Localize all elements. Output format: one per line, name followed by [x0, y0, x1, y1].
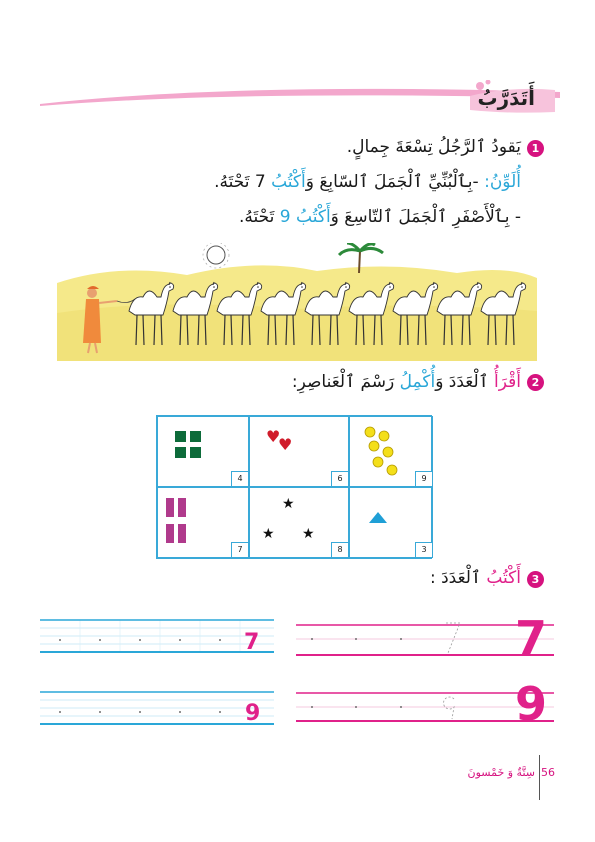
- svg-text:★: ★: [302, 526, 315, 542]
- cell-number: 9: [415, 471, 432, 486]
- exercise-3-verb: أَكْتُبُ: [486, 568, 521, 588]
- cell-number: 7: [231, 542, 248, 557]
- svg-text:♥: ♥: [266, 427, 281, 446]
- exercise-1-number: 1: [527, 140, 544, 157]
- line-1-action: أَكْتُبُ: [271, 172, 306, 192]
- line-2-text: - بِٱلْأَصْفَرِ ٱلْجَمَلَ ٱلتّاسِعَ وَ: [330, 207, 521, 227]
- line-1-text: -بِٱلْبُنِّيِّ ٱلْجَمَلَ ٱلسّابِعَ وَ: [305, 172, 479, 192]
- footer-divider: [539, 755, 540, 800]
- exercise-1-sentence: يَقودُ ٱلرَّجُلُ تِسْعَةَ جِمالٍ.: [346, 137, 521, 157]
- line-2-number: 9: [279, 207, 291, 227]
- exercise-2-verb-2: أُكْمِلُ: [399, 372, 436, 392]
- exercise-2-verb-1: أَقْرَأُ: [494, 372, 521, 392]
- line-2-end: تَحْتَهُ.: [239, 207, 280, 227]
- practice-grid-9[interactable]: [40, 684, 274, 728]
- counting-grid: [156, 415, 432, 559]
- svg-text:★: ★: [262, 526, 275, 542]
- exercise-2-instruction: [292, 371, 521, 392]
- exercise-3-number: 3: [527, 571, 544, 588]
- model-number-7: 7: [515, 611, 548, 665]
- grid-cell-green-squares[interactable]: [157, 416, 249, 487]
- page-number: 56: [541, 766, 555, 779]
- grid-cell-purple-rectangles[interactable]: [157, 487, 249, 558]
- exercise-3-rest: ٱلْعَدَدَ :: [429, 568, 487, 588]
- cell-number: 4: [231, 471, 248, 486]
- exercise-1-line-2: [239, 206, 521, 227]
- exercise-3-instruction: [430, 567, 521, 588]
- svg-text:★: ★: [282, 496, 295, 512]
- practice-number-9: 9: [245, 701, 261, 726]
- line-1-end: تَحْتَهُ.: [214, 172, 255, 192]
- lesson-title: أَتَدَرَّبُ: [477, 86, 535, 110]
- cell-number: 6: [331, 471, 348, 486]
- exercise-2-rest: رَسْمَ ٱلْعَناصِرِ:: [291, 372, 400, 392]
- sun-icon: [203, 243, 229, 268]
- cell-number: 8: [331, 542, 348, 557]
- line-2-action: أَكْتُبُ: [296, 207, 331, 227]
- grid-cell-red-hearts[interactable]: [249, 416, 349, 487]
- cell-number: 3: [415, 542, 432, 557]
- line-1-number: 7: [254, 172, 266, 192]
- practice-number-7: 7: [244, 630, 260, 655]
- exercise-1-line-1: [214, 171, 521, 192]
- exercise-2-middle: ٱلْعَدَدَ وَ: [435, 372, 495, 392]
- practice-grid-7[interactable]: [40, 612, 274, 656]
- page-number-words: سِتَّةٌ وَ خَمْسونَ: [467, 766, 535, 779]
- svg-text:♥: ♥: [278, 435, 293, 454]
- desert-illustration: [57, 243, 537, 361]
- grid-cell-blue-triangle[interactable]: [349, 487, 433, 558]
- exercise-2-number: 2: [527, 374, 544, 391]
- grid-cell-black-stars[interactable]: [249, 487, 349, 558]
- grid-cell-yellow-circles[interactable]: [349, 416, 433, 487]
- color-label: أُلَوِّنُ:: [484, 172, 521, 192]
- model-number-9: 9: [515, 677, 548, 731]
